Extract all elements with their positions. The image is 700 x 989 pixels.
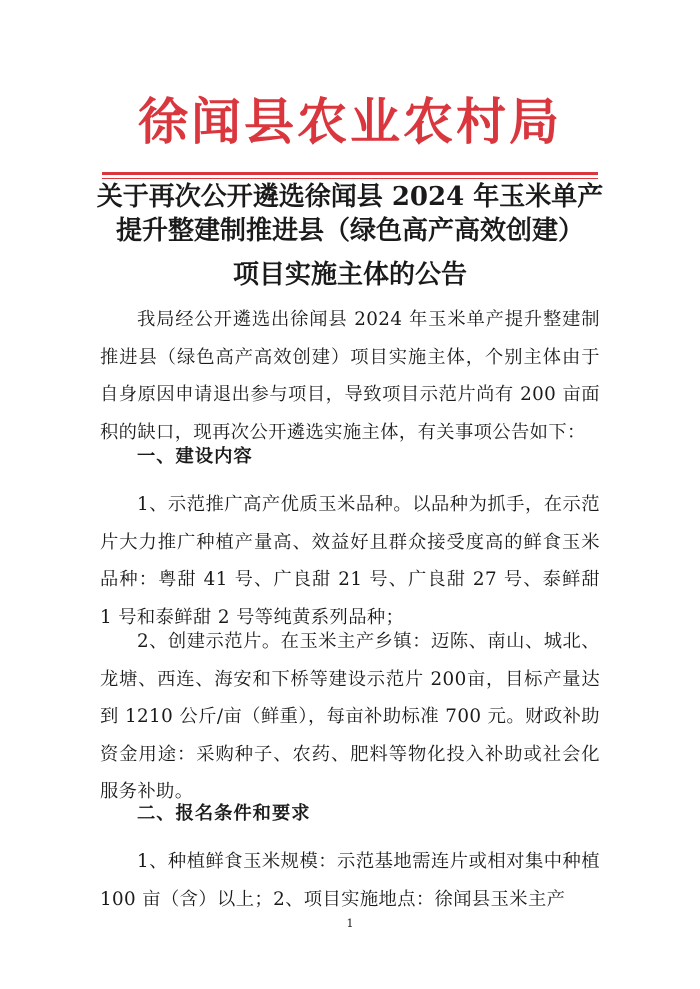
section-1-item-1: 1、示范推广高产优质玉米品种。以品种为抓手，在示范片大力推广种植产量高、效益好且群众接受度高的鲜食玉米品种：粤甜 41 号、广良甜 21 号、广良甜 27 号、泰鲜甜 1 号和泰鲜甜 2 号等纯黄系列品种； <box>100 494 600 628</box>
section-2-item-1: 1、种植鲜食玉米规模：示范基地需连片或相对集中种植 100 亩（含）以上；2、项目实施地点：徐闻县玉米主产 <box>100 851 600 910</box>
page-number: 1 <box>346 917 354 930</box>
title-line-1: 关于再次公开遴选徐闻县 2024 年玉米单产 <box>96 182 604 212</box>
section-1-item-2: 2、创建示范片。在玉米主产乡镇：迈陈、南山、城北、龙塘、西连、海安和下桥等建设示范片 200亩，目标产量达到 1210 公斤/亩（鲜重），每亩补助标准 700 元。财政补助资金用途：采购种子、农药、肥料等物化投入补助或社会化服务补助。 <box>100 631 600 802</box>
section-1-heading: 一、建设内容 <box>137 446 253 467</box>
intro-paragraph: 我局经公开遴选出徐闻县 2024 年玉米单产提升整建制推进县（绿色高产高效创建）项目实施主体，个别主体由于自身原因申请退出参与项目，导致项目示范片尚有 200 亩面积的缺口，现再次公开遴选实施主体，有关事项公告如下： <box>100 309 600 443</box>
title-line-3: 项目实施主体的公告 <box>232 260 467 290</box>
section-2-heading: 二、报名条件和要求 <box>137 803 311 824</box>
org-header: 徐闻县农业农村局 <box>138 92 562 151</box>
title-line-2: 提升整建制推进县（绿色高产高效创建） <box>115 216 584 246</box>
notice-title <box>92 180 608 292</box>
header-rule-thick <box>102 172 598 175</box>
header-rule-thin <box>102 178 598 179</box>
